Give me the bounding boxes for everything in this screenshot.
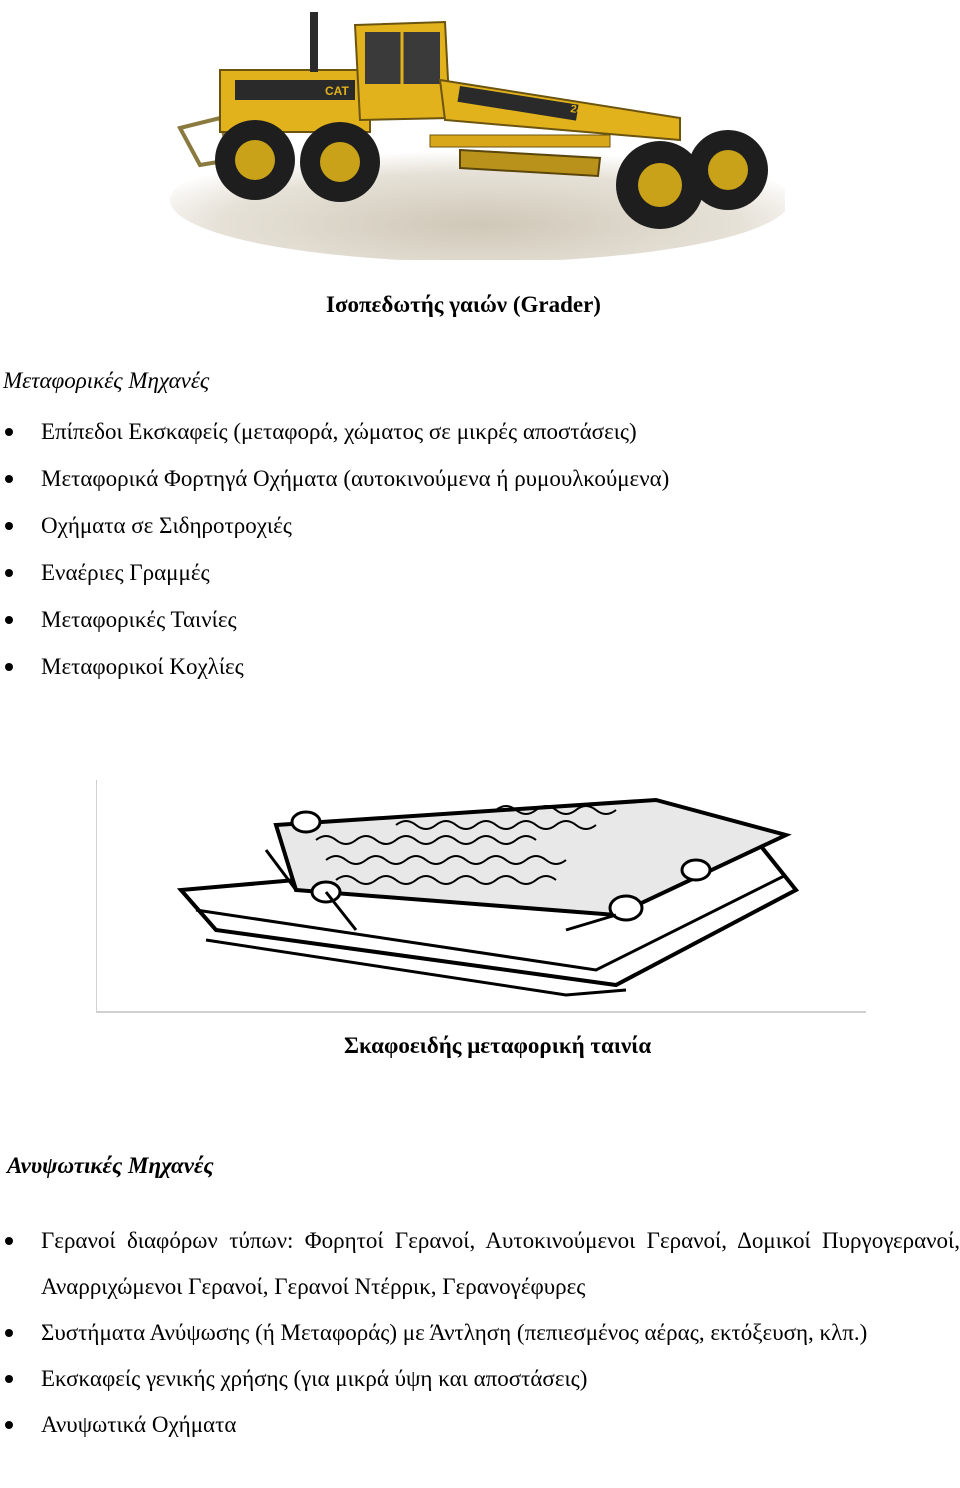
list-item: [0, 1356, 960, 1402]
brand-text: CAT: [325, 84, 349, 98]
grader-caption: Ισοπεδωτής γαιών (Grader): [326, 292, 601, 317]
list-item-text: Εκσκαφείς γενικής χρήσης (για μικρά ύψη και αποστάσεις): [41, 1366, 588, 1391]
list-item-text: Μεταφορικά Φορτηγά Οχήματα (αυτοκινούμενα ή ρυμουλκούμενα): [41, 466, 670, 491]
list-item-text: Μεταφορικοί Κοχλίες: [41, 654, 244, 679]
transport-heading: Μεταφορικές Μηχανές: [3, 368, 210, 393]
list-item-text: Γερανοί διαφόρων τύπων: Φορητοί Γερανοί, Αυτοκινούμενοι Γερανοί, Δομικοί Πυργογερανοί, Αναρριχώμενοι Γερανοί, Γερανοί Ντέρρικ, Γερανογέφυρες: [41, 1228, 960, 1299]
lifting-heading: Ανυψωτικές Μηχανές: [7, 1153, 214, 1178]
model-text: 24H: [569, 103, 592, 119]
lifting-machines-list: [0, 1218, 960, 1448]
list-item: [0, 455, 960, 502]
list-item: [0, 596, 960, 643]
transport-machines-list: [0, 408, 960, 690]
list-item: [0, 1218, 960, 1310]
bullet-icon: [5, 475, 13, 483]
bullet-icon: [5, 428, 13, 436]
bullet-icon: [5, 1329, 13, 1337]
bullet-icon: [5, 1375, 13, 1383]
conveyor-caption: Σκαφοειδής μεταφορική ταινία: [344, 1033, 652, 1058]
list-item-text: Επίπεδοι Εκσκαφείς (μεταφορά, χώματος σε μικρές αποστάσεις): [41, 419, 637, 444]
list-item: [0, 502, 960, 549]
bullet-icon: [5, 569, 13, 577]
roller: [682, 860, 710, 880]
list-item-text: Ανυψωτικά Οχήματα: [41, 1412, 237, 1437]
list-item: [0, 1310, 960, 1356]
bullet-icon: [5, 616, 13, 624]
list-item-text: Οχήματα σε Σιδηροτροχιές: [41, 513, 292, 538]
list-item-text: Συστήματα Ανύψωσης (ή Μεταφοράς) με Άντληση (πεπιεσμένος αέρας, εκτόξευση, κλπ.): [41, 1320, 868, 1345]
grader-image: [160, 0, 785, 260]
bullet-icon: [5, 663, 13, 671]
list-item: [0, 643, 960, 690]
bullet-icon: [5, 522, 13, 530]
list-item-text: Εναέριες Γραμμές: [41, 560, 210, 585]
conveyor-belt-image: [96, 780, 866, 1015]
bullet-icon: [5, 1237, 13, 1245]
list-item: [0, 408, 960, 455]
list-item: [0, 549, 960, 596]
list-item: [0, 1402, 960, 1448]
list-item-text: Μεταφορικές Ταινίες: [41, 607, 237, 632]
roller: [292, 812, 320, 832]
bullet-icon: [5, 1421, 13, 1429]
